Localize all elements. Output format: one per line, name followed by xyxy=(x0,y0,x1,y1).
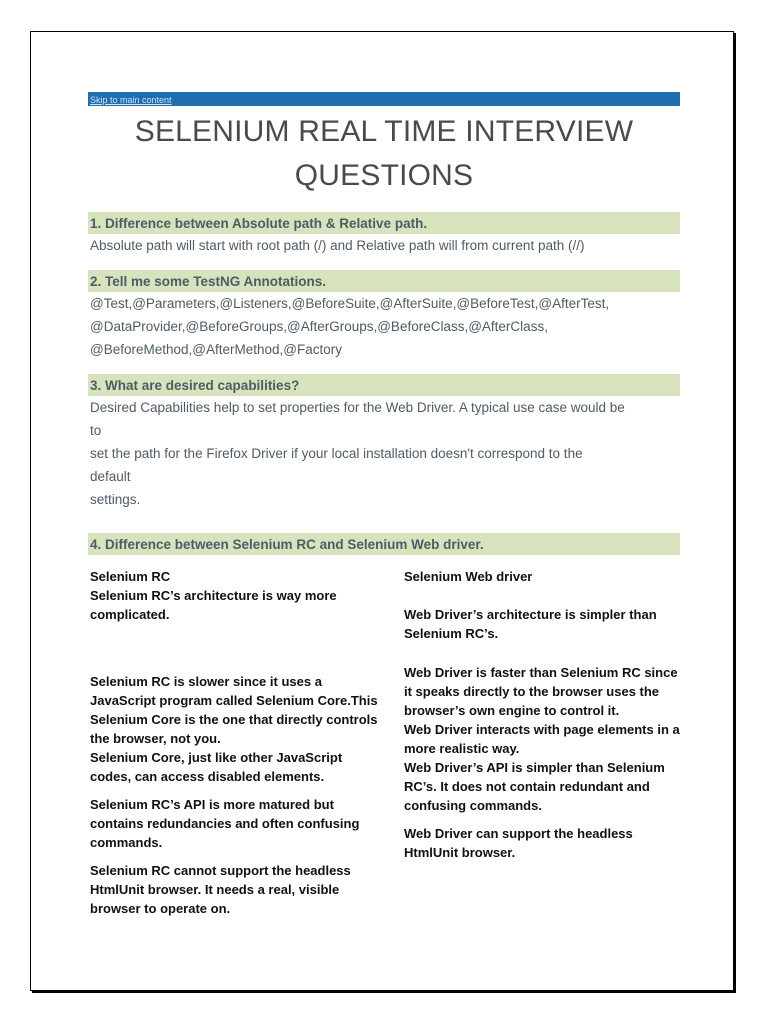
question-2-answer-line: @Test,@Parameters,@Listeners,@BeforeSuite,@AfterSuite,@BeforeTest,@AfterTest, xyxy=(90,296,610,311)
comparison-header-webdriver: Selenium Web driver xyxy=(404,569,533,584)
question-3-answer-line: set the path for the Firefox Driver if your local installation doesn't correspond to the xyxy=(90,446,583,461)
question-2-answer-line: @DataProvider,@BeforeGroups,@AfterGroups,@BeforeClass,@AfterClass, xyxy=(90,319,548,334)
document-content xyxy=(88,92,680,918)
comparison-cell: Web Driver can support the headless HtmlUnit browser. xyxy=(404,826,633,860)
question-2-heading: 2. Tell me some TestNG Annotations. xyxy=(88,270,680,292)
comparison-cell: Web Driver interacts with page elements in a more realistic way. xyxy=(404,722,680,756)
question-1-heading: 1. Difference between Absolute path & Relative path. xyxy=(88,212,680,234)
comparison-table xyxy=(88,565,680,918)
comparison-column-webdriver xyxy=(384,565,680,918)
question-3-answer-line: default xyxy=(90,469,131,484)
comparison-cell: Web Driver’s architecture is simpler than Selenium RC’s. xyxy=(404,607,657,641)
question-4-heading: 4. Difference between Selenium RC and Selenium Web driver. xyxy=(88,533,680,555)
comparison-header-rc: Selenium RC xyxy=(90,569,171,584)
comparison-cell: Selenium RC’s API is more matured but contains redundancies and often confusing commands. xyxy=(90,797,360,850)
question-3-answer-line: Desired Capabilities help to set properties for the Web Driver. A typical use case would be xyxy=(90,400,625,415)
comparison-cell: Selenium RC is slower since it uses a JavaScript program called Selenium Core.This Selenium Core is the one that directly controls the browser, not you. xyxy=(90,674,378,746)
question-1-answer: Absolute path will start with root path (/) and Relative path will from current path (//) xyxy=(90,238,585,253)
question-3-heading: 3. What are desired capabilities? xyxy=(88,374,680,396)
skip-to-main-link[interactable]: Skip to main content xyxy=(90,95,172,105)
page-title: SELENIUM REAL TIME INTERVIEW QUESTIONS xyxy=(134,115,634,192)
comparison-cell: Web Driver is faster than Selenium RC since it speaks directly to the browser uses the browser’s own engine to control it. xyxy=(404,665,678,718)
skip-bar xyxy=(88,92,680,106)
comparison-cell: Web Driver’s API is simpler than Selenium RC’s. It does not contain redundant and confusing commands. xyxy=(404,760,665,813)
comparison-cell: Selenium RC cannot support the headless HtmlUnit browser. It needs a real, visible browser to operate on. xyxy=(90,863,351,916)
question-3-answer-line: to xyxy=(90,423,102,438)
question-3-answer-line: settings. xyxy=(90,492,141,507)
comparison-cell: Selenium RC’s architecture is way more complicated. xyxy=(90,588,337,622)
comparison-cell: Selenium Core, just like other JavaScript codes, can access disabled elements. xyxy=(90,750,343,784)
comparison-column-rc xyxy=(88,565,384,918)
question-2-answer-line: @BeforeMethod,@AfterMethod,@Factory xyxy=(90,342,342,357)
